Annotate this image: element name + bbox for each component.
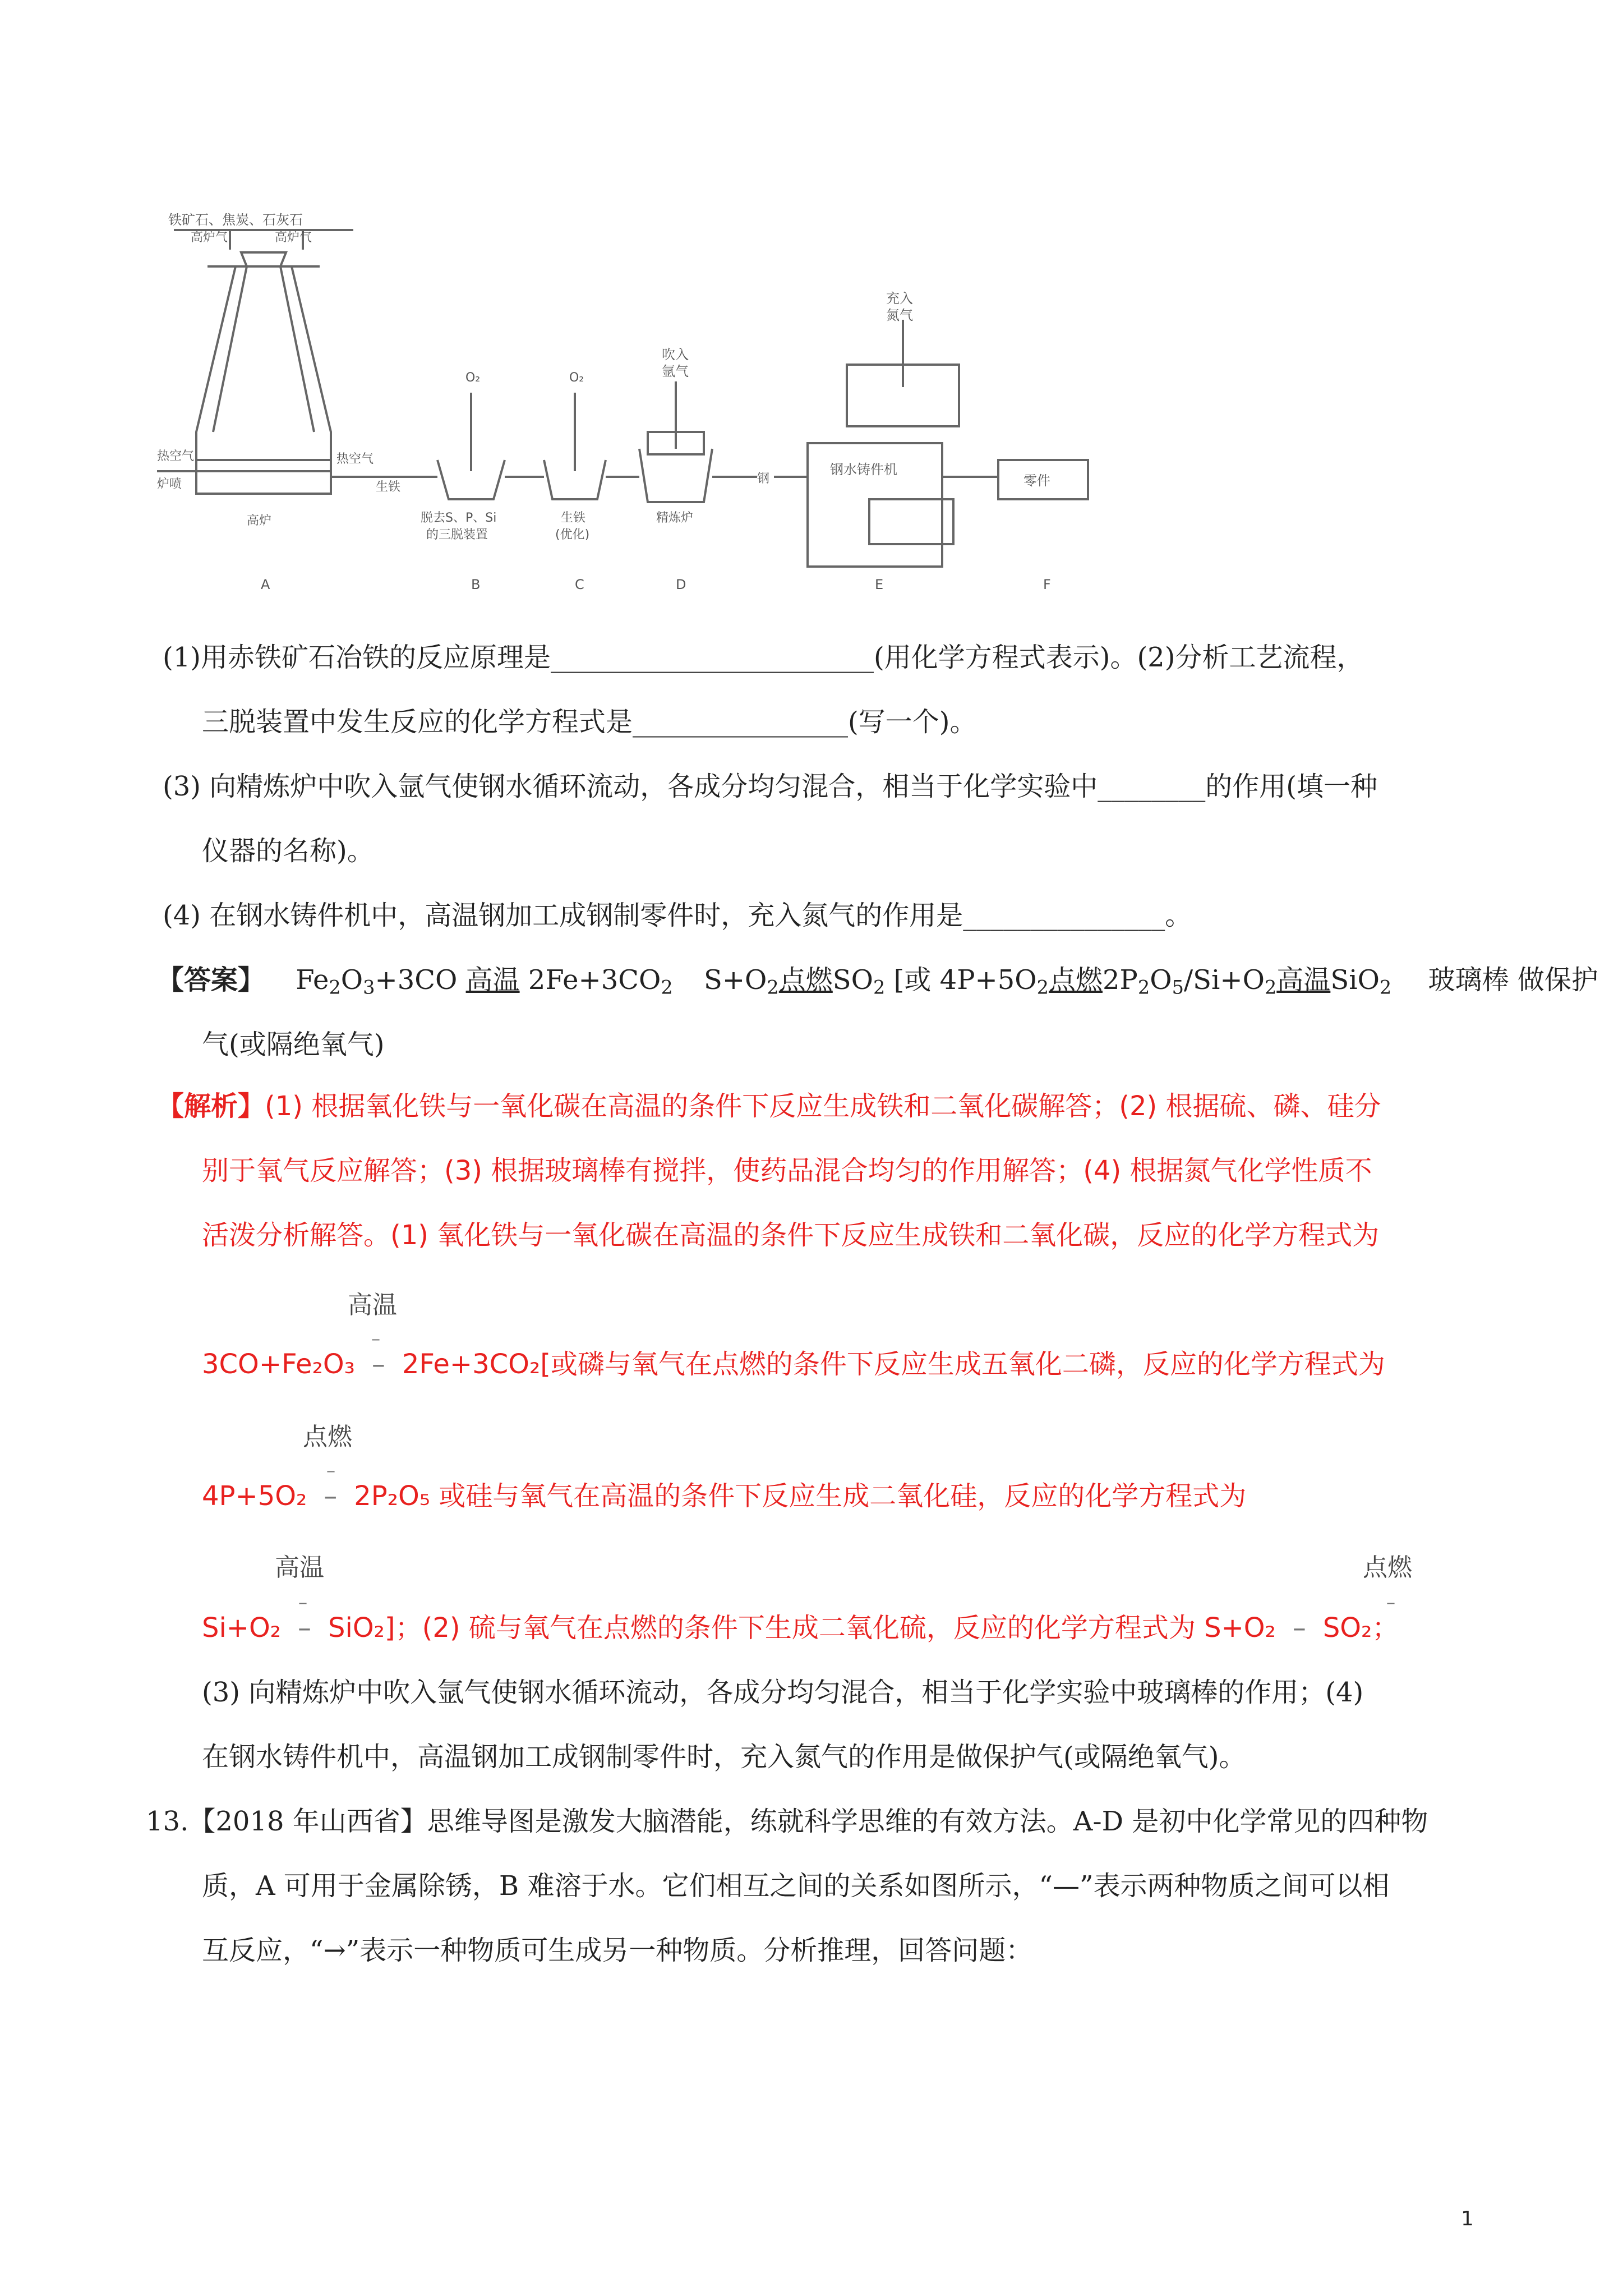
eq-bar-2: –	[326, 1460, 335, 1481]
answer-line	[157, 962, 1598, 1005]
analysis-eq3: Si+O₂ – SiO₂]；(2) 硫与氧气在点燃的条件下生成二氧化硫，反应的化学方程式为 S+O₂ – SO₂；	[202, 1612, 1399, 1644]
analysis-line3: 活泼分析解答。(1) 氧化铁与一氧化碳在高温的条件下反应生成铁和二氧化碳，反应的化学方程式为	[202, 1220, 1380, 1251]
eq3-left: Si+O₂	[202, 1612, 282, 1644]
stage-letter-f: F	[1043, 577, 1051, 592]
eq-bar-3: –	[298, 1591, 307, 1613]
furnace-gas-left: 高炉气	[191, 231, 228, 245]
argon-top: 吹入	[662, 347, 689, 362]
question-3a: (3) 向精炼炉中吹入氩气使钢水循环流动，各成分均匀混合，相当于化学实验中________的作用(填一种	[163, 771, 1377, 802]
condition-ignite-2: 点燃	[1363, 1553, 1412, 1582]
steel-label: 钢	[757, 472, 770, 486]
eq2-right: 2P₂O₅ 或硅与氧气在高温的条件下反应生成二氧化硅，反应的化学方程式为	[354, 1480, 1247, 1512]
eq-bar-4: –	[1386, 1591, 1395, 1613]
caption-d: 精炼炉	[656, 511, 694, 525]
analysis-line8: 在钢水铸件机中，高温钢加工成钢制零件时，充入氮气的作用是做保护气(或隔绝氧气)。	[202, 1741, 1246, 1773]
answer-label: 【答案】	[157, 964, 265, 996]
hot-air-left: 热空气	[157, 449, 195, 463]
question-13-l1: 13.【2018 年山西省】思维导图是激发大脑潜能，练就科学思维的有效方法。A-D 是初中化学常见的四种物	[146, 1806, 1428, 1837]
analysis-line2: 别于氧气反应解答；(3) 根据玻璃棒有搅拌，使药品混合均匀的作用解答；(4) 根据氮气化学性质不	[202, 1155, 1372, 1186]
stage-letter-b: B	[471, 577, 481, 592]
analysis-eq2: 4P+5O₂ – 2P₂O₅ 或硅与氧气在高温的条件下反应生成二氧化硅，反应的化学方程式为	[202, 1480, 1247, 1512]
nitrogen-top: 充入	[886, 291, 913, 306]
argon-bottom: 氩气	[662, 364, 689, 379]
pig-iron-label: 生铁	[376, 480, 401, 494]
answer-eq2: $S+O_2$点燃$SO_2$	[703, 964, 886, 999]
top-label: 铁矿石、焦炭、石灰石	[168, 212, 303, 228]
page-number: 1	[1461, 2207, 1474, 2230]
caption-b1: 脱去S、P、Si	[421, 511, 497, 525]
nitrogen-bottom: 氮气	[886, 307, 913, 323]
condition-high-temp-2: 高温	[275, 1553, 324, 1582]
stage-letter-a: A	[261, 577, 270, 592]
question-13-l2: 质，A 可用于金属除锈，B 难溶于水。它们相互之间的关系如图所示，“—”表示两种物质之间可以相	[202, 1870, 1390, 1902]
caption-c2: (优化)	[555, 528, 590, 542]
o2-c: O₂	[569, 371, 584, 385]
stage-letters	[261, 577, 1051, 592]
furnace-mouth	[241, 252, 286, 266]
analysis-line1	[157, 1088, 1381, 1124]
eq-bar-1: –	[371, 1328, 380, 1349]
analysis-label: 【解析】	[157, 1091, 265, 1122]
furnace-hearth	[196, 460, 331, 494]
o2-b: O₂	[465, 371, 481, 385]
question-3b: 仪器的名称)。	[202, 835, 374, 867]
question-13-l3: 互反应，“→”表示一种物质可生成另一种物质。分析推理，回答问题：	[202, 1935, 1033, 1966]
analysis-l1: (1) 根据氧化铁与一氧化碳在高温的条件下反应生成铁和二氧化碳解答；(2) 根据硫、磷、硅分	[265, 1091, 1381, 1122]
furnace-name: 高炉	[247, 514, 272, 528]
caster-label: 钢水铸件机	[830, 462, 897, 477]
answer-eq3: [或 $4P+5O_2$点燃$2P_2O_5/Si+O_2$高温SiO$_2$	[893, 964, 1392, 999]
eq3-right: SO₂；	[1322, 1612, 1399, 1644]
analysis-eq1: 3CO+Fe₂O₃ – 2Fe+3CO₂[或磷与氧气在点燃的条件下反应生成五氧化二磷，反应的化学方程式为	[202, 1349, 1385, 1380]
hot-air-right: 热空气	[336, 452, 374, 466]
part-label: 零件	[1023, 473, 1050, 489]
eq1-right: 2Fe+3CO₂[或磷与氧气在点燃的条件下反应生成五氧化二磷，反应的化学方程式为	[402, 1349, 1385, 1380]
process-flow-diagram	[157, 208, 1110, 595]
eq1-left: 3CO+Fe₂O₃	[202, 1349, 355, 1380]
stage-letter-d: D	[676, 577, 686, 592]
question-1: (1)用赤铁矿石冶铁的反应原理是________________________(用化学方程式表示)。(2)分析工艺流程，	[163, 642, 1364, 673]
eq2-left: 4P+5O₂	[202, 1480, 307, 1512]
question-2: 三脱装置中发生反应的化学方程式是________________(写一个)。	[202, 706, 977, 738]
analysis-line7: (3) 向精炼炉中吹入氩气使钢水循环流动，各成分均匀混合，相当于化学实验中玻璃棒的作用；(4)	[202, 1677, 1364, 1708]
refining-furnace	[639, 449, 712, 502]
caption-b2: 的三脱装置	[426, 528, 488, 542]
hot-air-left2: 炉喷	[157, 477, 182, 491]
stage-letter-e: E	[875, 577, 884, 592]
question-4: (4) 在钢水铸件机中，高温钢加工成钢制零件时，充入氮气的作用是_______________。	[163, 900, 1192, 931]
answer-line2: 气(或隔绝氧气)	[202, 1029, 385, 1060]
caption-c1: 生铁	[561, 511, 586, 525]
flow-diagram-svg	[157, 208, 1110, 595]
condition-high-temp-1: 高温	[348, 1291, 397, 1319]
condition-ignite-1: 点燃	[303, 1423, 352, 1451]
stage-letter-c: C	[575, 577, 584, 592]
furnace-gas-right: 高炉气	[275, 231, 312, 245]
eq3-mid: SiO₂]；(2) 硫与氧气在点燃的条件下生成二氧化硫，反应的化学方程式为 S+O₂	[328, 1612, 1276, 1644]
answer-tail: 玻璃棒 做保护	[1428, 964, 1598, 996]
answer-eq1: $Fe_2O_3+3CO$ 高温 $2Fe+3CO_2$	[296, 964, 673, 999]
